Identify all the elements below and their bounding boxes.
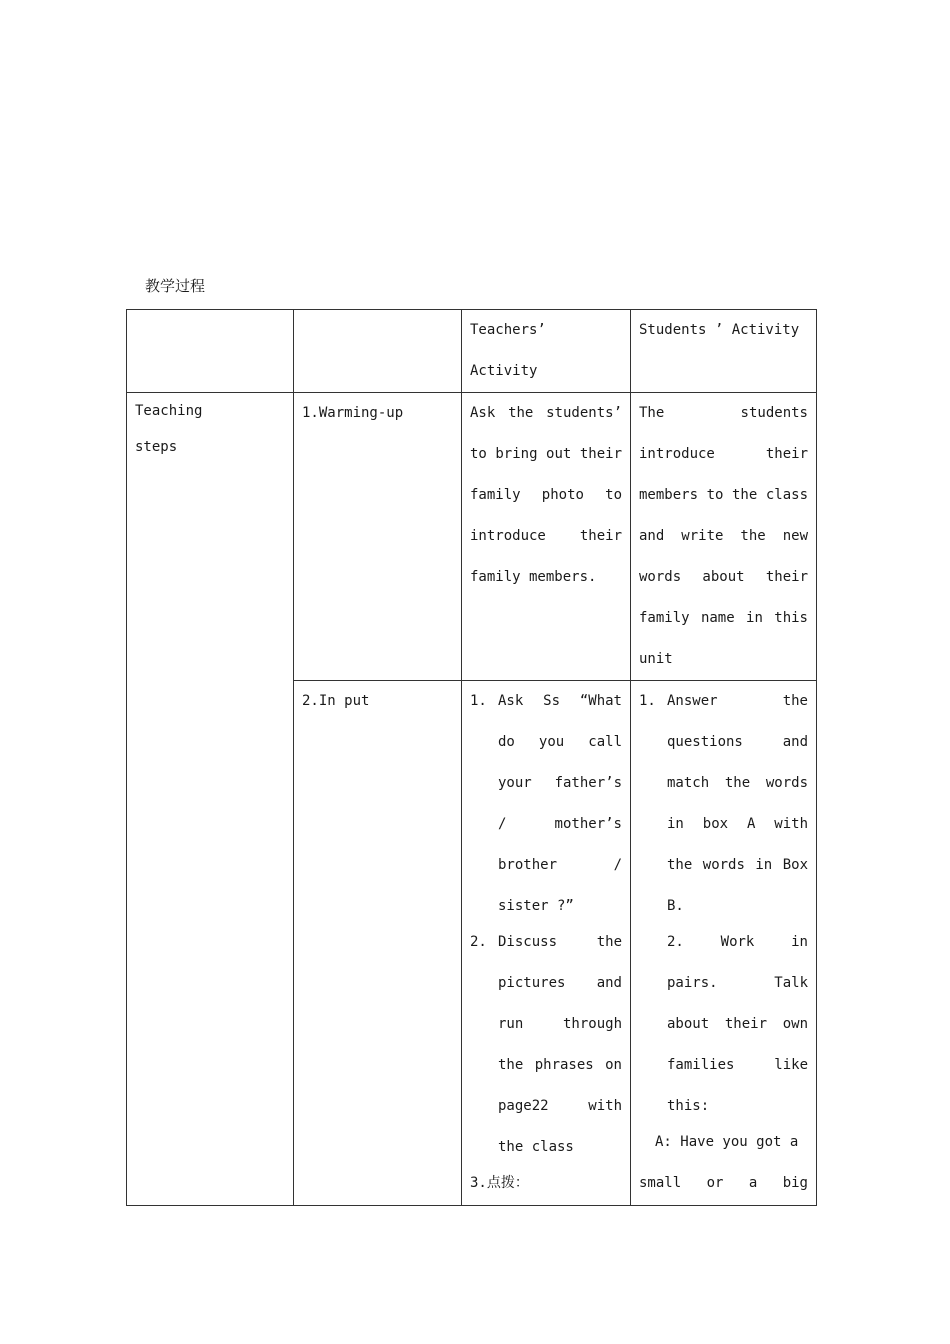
list-item <box>639 681 808 927</box>
table-row <box>127 393 817 681</box>
item-number: 3. <box>470 1175 487 1191</box>
dialog-line: A: Have you got a <box>655 1134 799 1150</box>
item-number: 2. <box>470 934 487 950</box>
header-cell-empty-2 <box>294 310 462 393</box>
table-header-row <box>127 310 817 393</box>
teaching-process-table <box>126 309 817 1206</box>
dialog-line-continued: small or a big <box>639 1175 808 1191</box>
item-text: Discuss the pictures and run through the phrases on page22 with the class <box>498 934 622 1155</box>
item-number: 1. <box>470 693 487 709</box>
page-heading: 教学过程 <box>145 277 206 295</box>
student-activity-list <box>639 681 808 1127</box>
item-number: 1. <box>639 693 656 709</box>
teacher-activity: Ask the students’ to bring out their family photo to introduce their family members. <box>462 393 631 681</box>
teacher-activity <box>462 681 631 1206</box>
list-item <box>639 922 808 1127</box>
item-text: Work in pairs. Talk about their own families like this: <box>667 934 808 1114</box>
step-name: 2.In put <box>294 681 462 1206</box>
item-text: Ask Ss “What do you call your father’s / mother’s brother / sister ?” <box>498 693 622 914</box>
header-cell-empty-1 <box>127 310 294 393</box>
student-activity: The students introduce their members to the class and write the new words about their family name in this unit <box>631 393 817 681</box>
item-number: 2. <box>667 934 684 950</box>
header-students-activity: Students ’ Activity <box>631 310 817 393</box>
item-text: 点拨： <box>486 1175 529 1191</box>
list-item <box>470 922 622 1168</box>
teacher-activity-list <box>470 681 622 1204</box>
list-item <box>470 681 622 927</box>
header-teachers-activity: Teachers’ Activity <box>462 310 631 393</box>
list-item <box>470 1163 622 1204</box>
teaching-steps-label: Teaching steps <box>135 403 203 455</box>
student-activity <box>631 681 817 1206</box>
item-text: Answer the questions and match the words in box A with the words in Box B. <box>667 693 808 914</box>
section-label-cell <box>127 393 294 1206</box>
step-name: 1.Warming-up <box>294 393 462 681</box>
